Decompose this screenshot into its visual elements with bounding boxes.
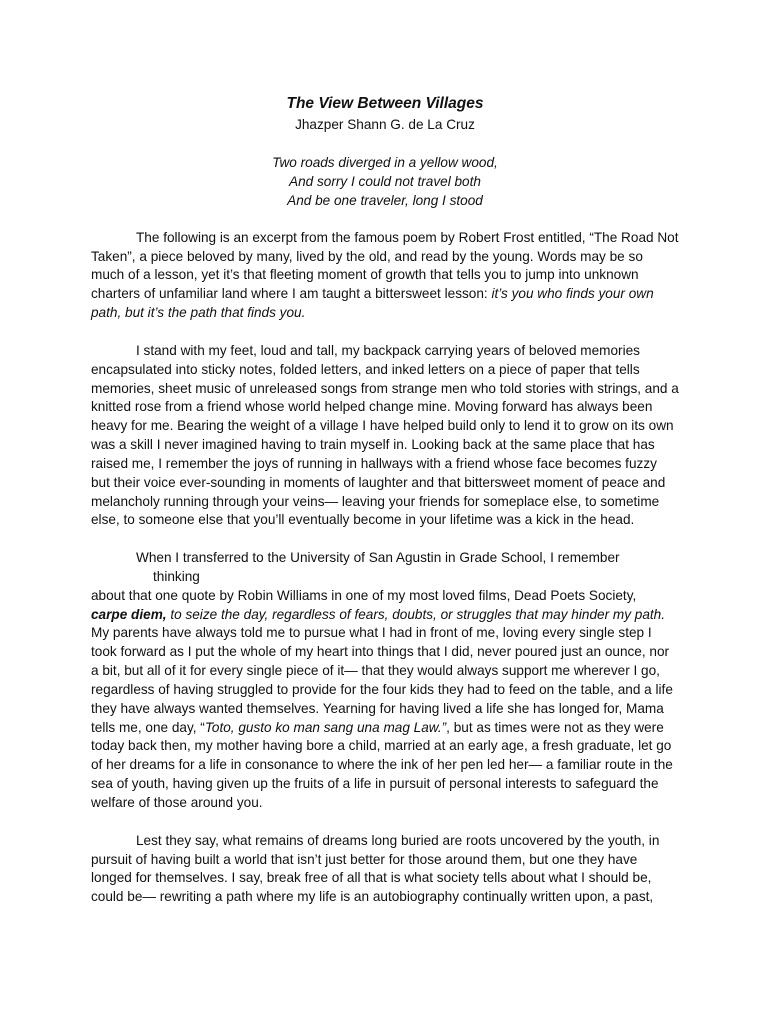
paragraph-2: I stand with my feet, loud and tall, my backpack carrying years of beloved memories encapsulated into sticky notes, folded letters, and inked letters on a piece of paper that tells memories, sheet music of unreleased songs from strange men who told stories with strings, and a knitted rose from a friend whose world helped change mine. Moving forward has always been heavy for me. Bearing the weight of a village I have helped build only to lend it to grow on its own was a skill I never imagined having to train myself in. Looking back at the same place that has raised me, I remember the joys of running in hallways with a friend whose face becomes fuzzy but their voice ever-sounding in moments of laughter and that bittersweet moment of peace and melancholy running through your veins— leaving your friends for someplace else, to sometime else, to someone else that you’ll eventually become in your lifetime was a kick in the head.	[91, 342, 679, 528]
quote-italic: Toto, gusto ko man sang una mag Law.”	[204, 719, 447, 735]
poem-excerpt	[91, 153, 679, 210]
paragraph-text: , but as times were not as they were today back then, my mother having bore a child, married at an early age, a fresh graduate, let go of her dreams for a life in consonance to where the ink of her pen led her— a familiar route in the sea of youth, having given up the fruits of a life in pursuit of personal interests to safeguard the welfare of those around you.	[91, 719, 673, 811]
paragraph-body	[91, 606, 679, 813]
essay-title: The View Between Villages	[286, 95, 484, 112]
paragraph-text: My parents have always told me to pursue what I had in front of me, loving every single step I took forward as I put the whole of my heart into things that I did, never poured just an ounce, nor a bit, but all of it for every single piece of it— that they would always support me wherever I go, regardless of having struggled to provide for the four kids they had to feed on the table, and a life they have always wanted themselves. Yearning for having lived a life she has longed for, Mama tells me, one day, “	[91, 625, 673, 735]
paragraph-line: When I transferred to the University of San Agustin in Grade School, I remember	[136, 550, 620, 566]
paragraph-1	[91, 229, 679, 323]
carpe-diem-phrase: carpe diem,	[91, 606, 167, 622]
italic-phrase: it’s you who finds your own path, but it’s the path that finds you.	[91, 286, 654, 321]
paragraph-3	[91, 549, 679, 813]
poem-line: And be one traveler, long I stood	[287, 193, 483, 208]
italic-phrase: to seize the day, regardless of fears, doubts, or struggles that may hinder my path.	[166, 606, 666, 622]
paragraph-4: Lest they say, what remains of dreams long buried are roots uncovered by the youth, in pursuit of having built a world that isn’t just better for those around them, but one they have longed for themselves. I say, break free of all that is what society tells about what I should be, could be— rewriting a path where my life is an autobiography continually written upon, a past,	[91, 832, 660, 905]
paragraph-text: The following is an excerpt from the famous poem by Robert Frost entitled, “The Road Not Taken”, a piece beloved by many, lived by the old, and read by the young. Words may be so much of a lesson, yet it’s that fleeting moment of growth that tells you to jump into unknown charters of unfamiliar land where I am taught a bittersweet lesson:	[91, 229, 679, 302]
paragraph-line: thinking	[153, 568, 200, 584]
poem-line: And sorry I could not travel both	[289, 174, 481, 189]
paragraph-line: about that one quote by Robin Williams in one of my most loved films, Dead Poets Society,	[91, 587, 637, 603]
poem-line: Two roads diverged in a yellow wood,	[272, 155, 498, 170]
author-name: Jhazper Shann G. de La Cruz	[295, 117, 475, 132]
document-page	[91, 94, 679, 907]
